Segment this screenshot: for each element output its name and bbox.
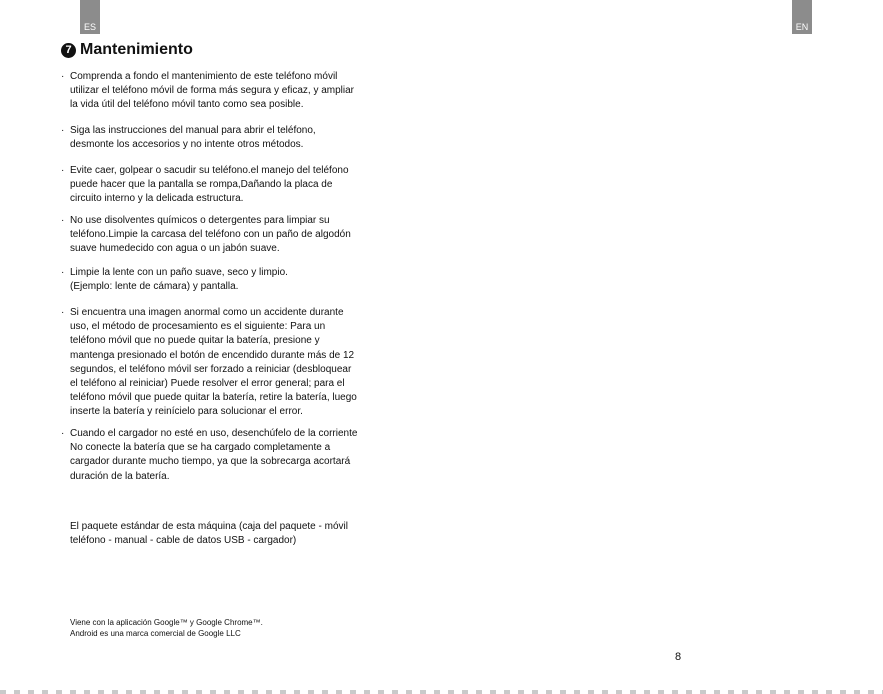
bullet-line: suave humedecido con agua o un jabón suave. [70, 243, 280, 255]
maintenance-bullet-3 [61, 164, 391, 207]
bullet-dot: · [61, 428, 65, 439]
bullet-line: teléfono móvil que no puede quitar la batería, presione y [70, 335, 320, 347]
bullet-dot: · [61, 307, 65, 318]
bullet-line: mantenga presionado el botón de encendido durante más de 12 [70, 349, 355, 361]
bullet-line: Evite caer, golpear o sacudir su teléfono.el manejo del teléfono [70, 165, 349, 176]
bullet-line: No conecte la batería que se ha cargado completamente a [70, 442, 331, 454]
language-tab-en-label: EN [795, 22, 809, 32]
bullet-line: utilizar el teléfono móvil de forma más segura y eficaz, y ampliar [70, 85, 355, 97]
bullet-dot: · [61, 215, 65, 226]
maintenance-bullet-2 [61, 124, 391, 152]
bullet-line: Comprenda a fondo el mantenimiento de este teléfono móvil [70, 71, 338, 82]
section-number-badge: 7 [61, 43, 76, 58]
trademark-footnote [70, 617, 400, 639]
bullet-line: No use disolventes químicos o detergentes para limpiar su [70, 215, 330, 226]
bullet-line: duración de la batería. [70, 470, 170, 482]
footnote-line: Android es una marca comercial de Google LLC [70, 629, 241, 638]
footnote-line: Viene con la aplicación Google™ y Google Chrome™. [70, 618, 263, 627]
maintenance-bullet-4 [61, 214, 391, 257]
bullet-line: Cuando el cargador no esté en uso, desenchúfelo de la corriente [70, 428, 358, 439]
bullet-line: Limpie la lente con un paño suave, seco y limpio. [70, 267, 288, 278]
bullet-line: circuito interno y la delicada estructura. [70, 193, 244, 205]
maintenance-bullet-6 [61, 306, 391, 420]
bullet-line: puede hacer que la pantalla se rompa,Dañando la placa de [70, 179, 333, 191]
bullet-dot: · [61, 71, 65, 82]
page-edge-artifact [0, 690, 883, 694]
page-number: 8 [675, 651, 682, 663]
section-title: Mantenimiento [80, 41, 193, 58]
package-contents [70, 520, 400, 548]
bullet-line: (Ejemplo: lente de cámara) y pantalla. [70, 281, 239, 293]
maintenance-bullet-5 [61, 266, 391, 294]
bullet-line: segundos, el teléfono móvil ser forzado a reiniciar (desbloquear [70, 363, 352, 375]
bullet-line: Siga las instrucciones del manual para abrir el teléfono, [70, 125, 316, 136]
maintenance-bullet-7 [61, 427, 391, 484]
bullet-line: el teléfono al reiniciar) Puede resolver el error general; para el [70, 378, 345, 390]
maintenance-bullet-1 [61, 70, 391, 113]
language-tab-es-label: ES [83, 22, 96, 32]
package-line: teléfono - manual - cable de datos USB - cargador) [70, 535, 297, 547]
bullet-line: la vida útil del teléfono móvil tanto como sea posible. [70, 99, 304, 111]
bullet-dot: · [61, 125, 65, 136]
language-tab-en [792, 0, 812, 34]
language-tab-es [80, 0, 100, 34]
bullet-line: desmonte los accesorios y no intente otros métodos. [70, 139, 304, 151]
bullet-line: cargador durante mucho tiempo, ya que la sobrecarga acortará [70, 456, 351, 468]
bullet-dot: · [61, 267, 65, 278]
bullet-line: Si encuentra una imagen anormal como un accidente durante [70, 307, 344, 318]
bullet-dot: · [61, 165, 65, 176]
bullet-line: inserte la batería y reinícielo para solucionar el error. [70, 406, 303, 418]
section-heading [61, 41, 193, 59]
bullet-line: teléfono móvil que puede quitar la batería, retire la batería, luego [70, 392, 357, 404]
bullet-line: teléfono.Limpie la carcasa del teléfono con un paño de algodón [70, 229, 351, 241]
bullet-line: uso, el método de procesamiento es el siguiente: Para un [70, 321, 326, 333]
package-line: El paquete estándar de esta máquina (caja del paquete - móvil [70, 521, 348, 532]
